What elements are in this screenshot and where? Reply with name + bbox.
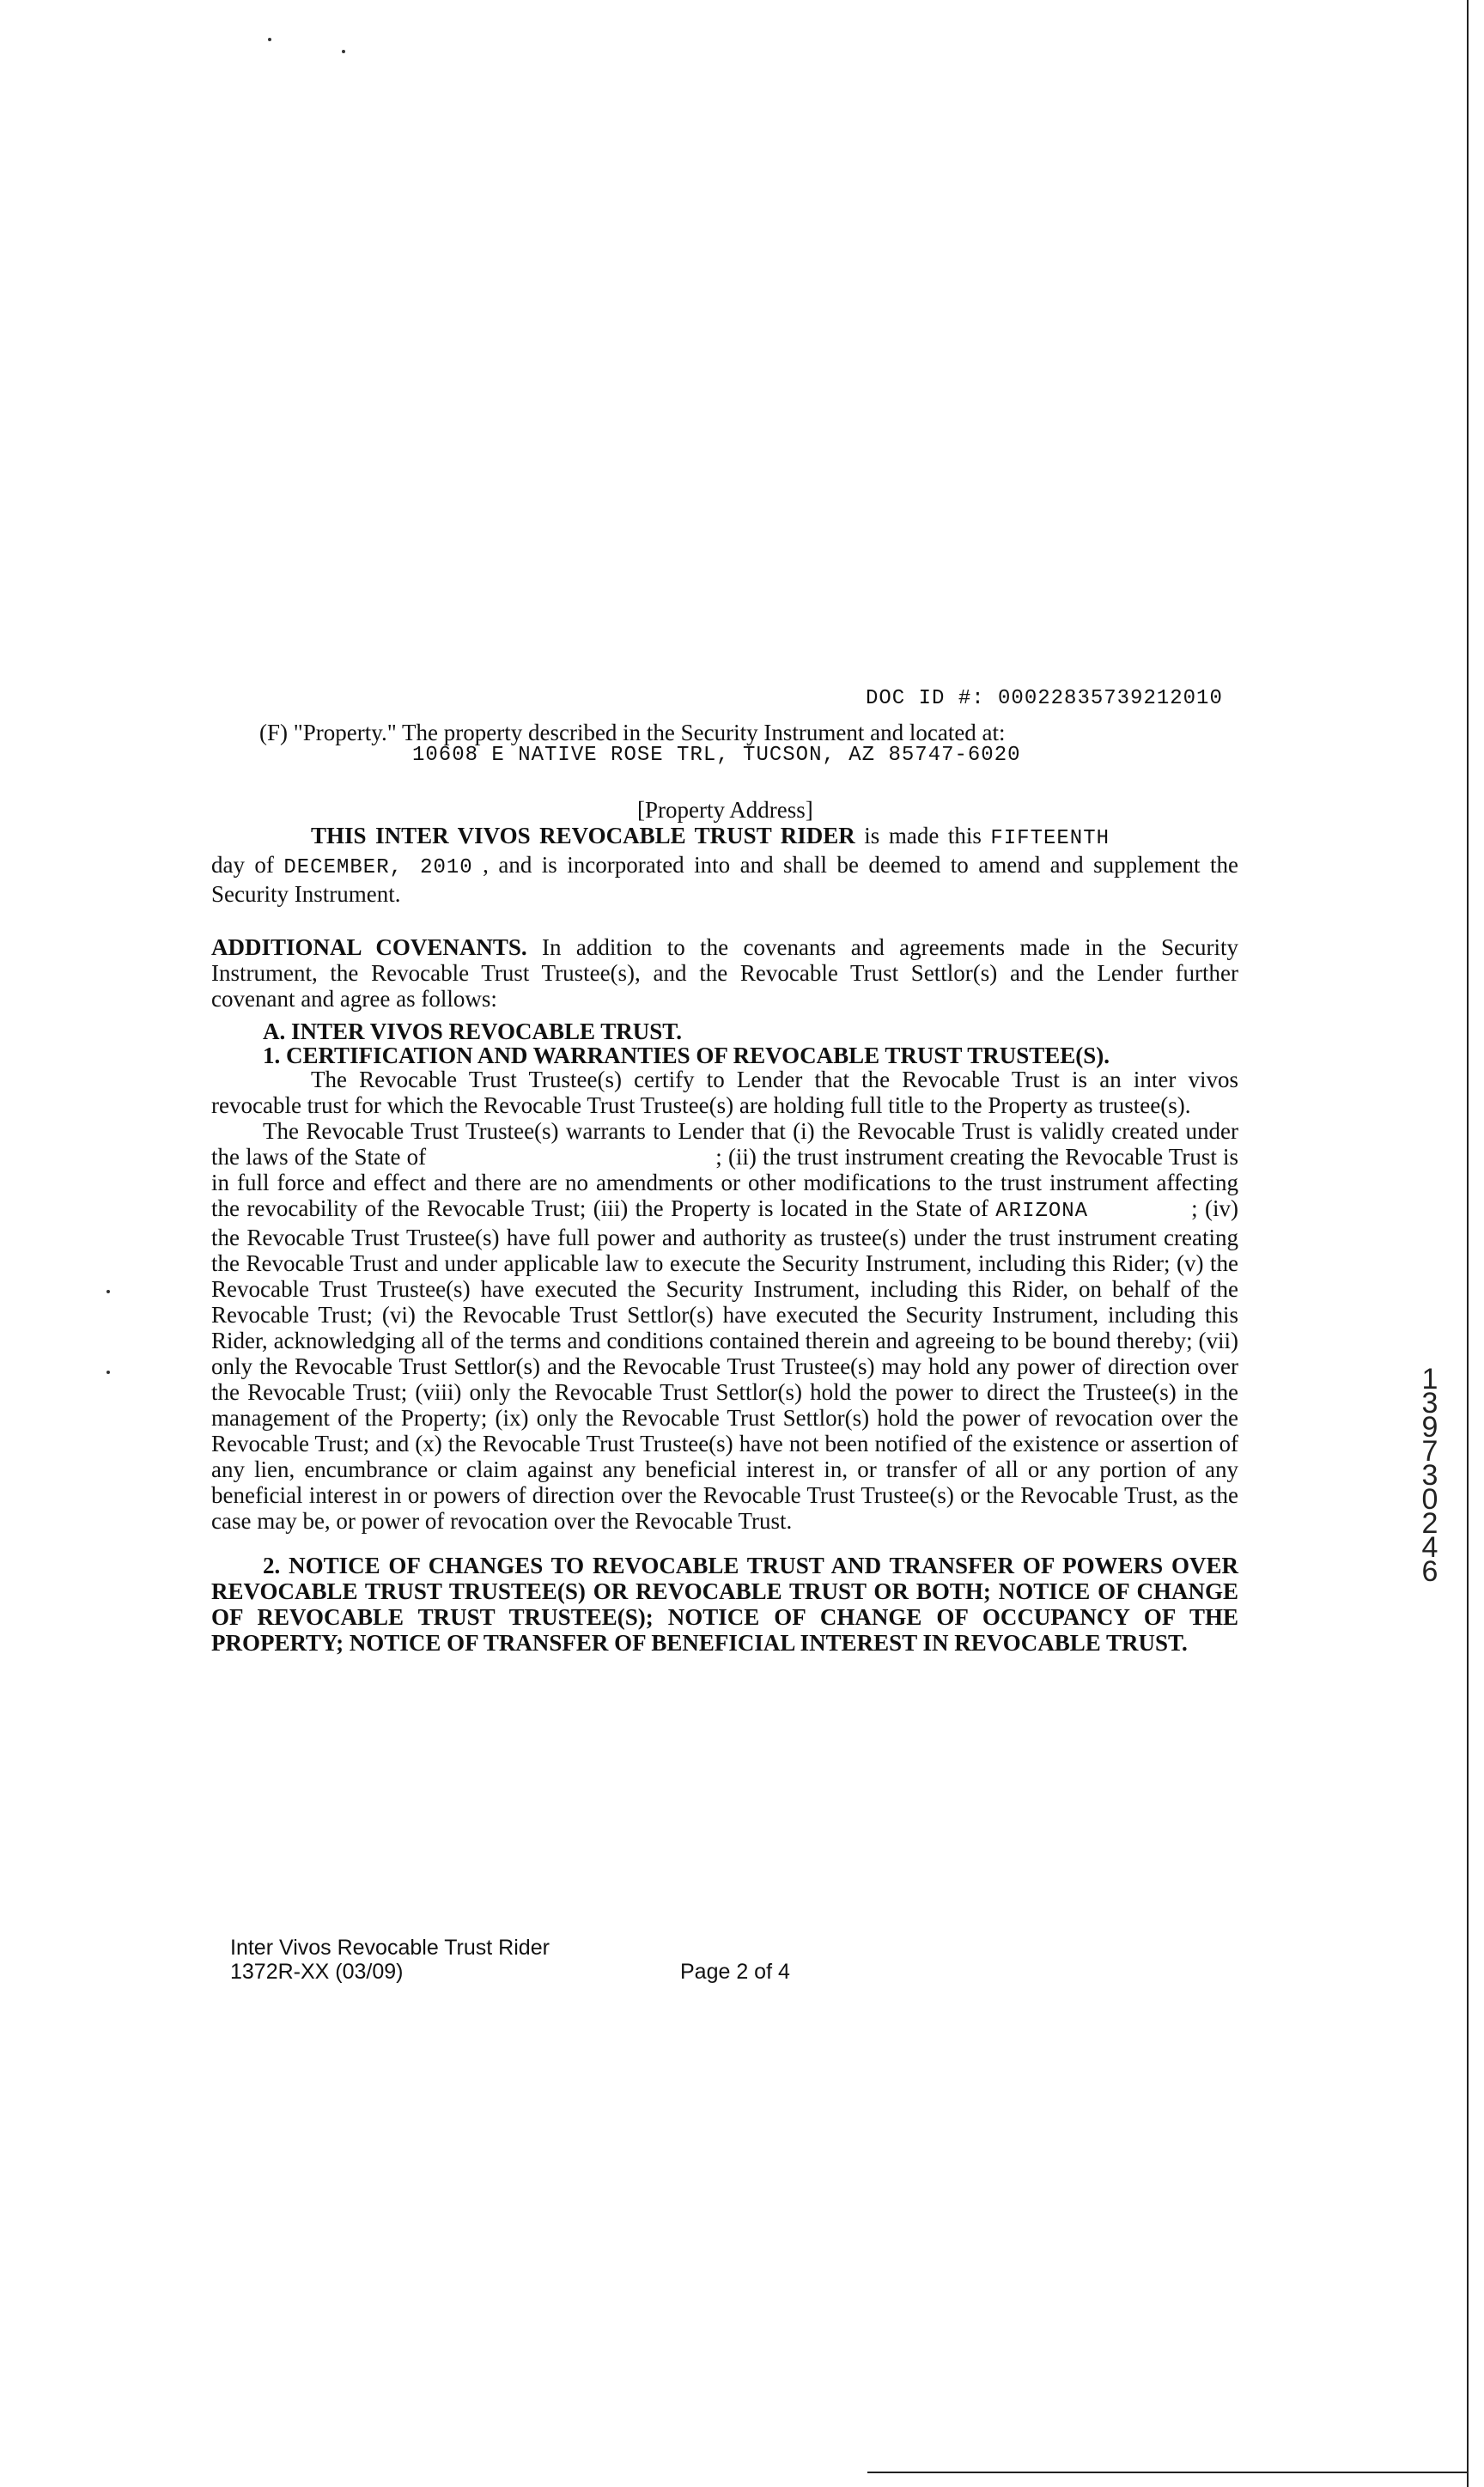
property-address: 10608 E NATIVE ROSE TRL, TUCSON, AZ 85747-6020 xyxy=(412,744,1021,767)
rider-intro-text-3: , and is incorporated into and shall be deemed to amend and supplement the Security Instrument. xyxy=(211,852,1238,907)
certify-paragraph: The Revocable Trust Trustee(s) certify to Lender that the Revocable Trust is an inter vivos revocable trust for which the Revocable Trust Trustee(s) are holding full title to the Property as trustee(s). xyxy=(211,1067,1238,1118)
rider-day-value: FIFTEENTH xyxy=(990,827,1110,850)
section-2-heading: 2. NOTICE OF CHANGES TO REVOCABLE TRUST AND TRANSFER OF POWERS OVER REVOCABLE TRUST TRUSTEE(S) OR REVOCABLE TRUST OR BOTH; NOTICE OF CHANGE OF REVOCABLE TRUST TRUSTEE(S); NOTICE OF CHANGE OF OCCUPANCY OF THE PROPERTY; NOTICE OF TRANSFER OF BENEFICIAL INTEREST IN REVOCABLE TRUST. xyxy=(211,1553,1238,1656)
rider-intro-paragraph xyxy=(211,823,1238,907)
property-address-label: [Property Address] xyxy=(637,797,813,823)
property-clause: (F) "Property." The property described in the Security Instrument and located at: xyxy=(259,720,1006,745)
page-edge-right xyxy=(1467,0,1469,2487)
section-a-heading: A. INTER VIVOS REVOCABLE TRUST. xyxy=(263,1019,683,1044)
footer-page-number: Page 2 of 4 xyxy=(680,1960,790,1984)
footer-form-title: Inter Vivos Revocable Trust Rider xyxy=(230,1936,550,1960)
additional-covenants-heading: ADDITIONAL COVENANTS. xyxy=(211,934,527,960)
scan-speck xyxy=(106,1371,110,1374)
rider-intro-text-2: day of xyxy=(211,852,284,878)
scan-speck xyxy=(268,38,271,41)
warrant-text-3: ; (iv) the Revocable Trust Trustee(s) have full power and authority as trustee(s) under the trust instrument creating the Revocable Trust and under applicable law to execute the Security Instrument, including this Rider; (v) the Revocable Trust Trustee(s) have executed the Security Instrument, including this Rider, on behalf of the Revocable Trust; (vi) the Revocable Trust Settlor(s) have executed the Security Instrument, including this Rider, acknowledging all of the terms and conditions contained therein and agreeing to be bound thereby; (vii) only the Revocable Trust Settlor(s) and the Revocable Trust Trustee(s) may hold any power of direction over the Revocable Trust; (viii) only the Revocable Trust Settlor(s) hold the power to direct the Trustee(s) in the management of the Property; (ix) only the Revocable Trust Settlor(s) hold the power of revocation over the Revocable Trust; and (x) the Revocable Trust Trustee(s) have not been notified of the existence or assertion of any lien, encumbrance or claim against any beneficial interest in, or transfer of all or any portion of any beneficial interest in or powers of direction over the Revocable Trust Trustee(s) or the Revocable Trust, as the case may be, or power of revocation over the Revocable Trust. xyxy=(211,1195,1238,1534)
rider-intro-lead: THIS INTER VIVOS REVOCABLE TRUST RIDER xyxy=(311,823,855,848)
rider-intro-text-1: is made this xyxy=(855,823,991,848)
additional-covenants-paragraph xyxy=(211,934,1238,1012)
scan-speck xyxy=(106,1290,110,1293)
section-1-heading: 1. CERTIFICATION AND WARRANTIES OF REVOCABLE TRUST TRUSTEE(S). xyxy=(263,1043,1110,1068)
scan-speck xyxy=(342,50,345,53)
doc-id: DOC ID #: 00022835739212010 xyxy=(866,687,1223,710)
page-edge-bottom xyxy=(867,2472,1469,2473)
footer-form-code: 1372R-XX (03/09) xyxy=(230,1960,404,1984)
rider-month-year-value: DECEMBER, 2010 xyxy=(283,856,473,879)
side-recording-stamp: 13973 0246 xyxy=(1421,1363,1438,1588)
warrant-state-value: ARIZONA xyxy=(995,1200,1089,1223)
warrant-text-2: ; (ii) the trust instrument creating the Revocable Trust is in full force and effect and there are no amendments or other modifications to the trust instrument affecting the revocability of the Revocable Trust; (iii) the Property is located in the State of xyxy=(211,1144,1238,1221)
warrant-paragraph xyxy=(211,1118,1238,1534)
warrant-text-1: The Revocable Trust Trustee(s) warrants to Lender that (i) the Revocable Trust is validly created under the laws of the State of xyxy=(211,1118,1238,1170)
additional-covenants-text: In addition to the covenants and agreements made in the Security Instrument, the Revocable Trust Trustee(s), and the Revocable Trust Settlor(s) and the Lender further covenant and agree as follows: xyxy=(211,934,1238,1012)
